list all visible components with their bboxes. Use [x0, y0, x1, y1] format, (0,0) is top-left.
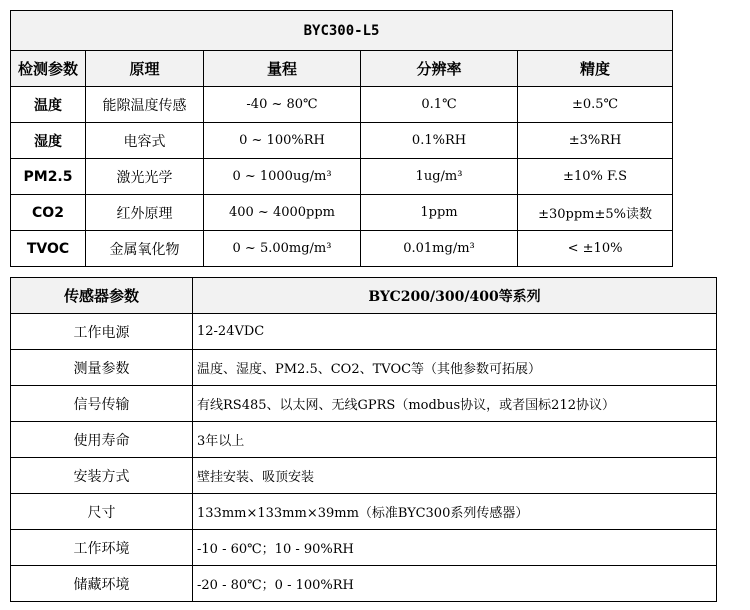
accuracy-cell: < ±10%: [518, 231, 673, 267]
header-param: 检测参数: [11, 51, 86, 87]
param-label: 工作环境: [11, 530, 193, 566]
table-header-row: [11, 51, 673, 87]
header-accuracy: 精度: [518, 51, 673, 87]
table-row: [11, 231, 673, 267]
table-row: [11, 87, 673, 123]
param-label: 安装方式: [11, 458, 193, 494]
param-cell: 温度: [11, 87, 86, 123]
table-row: [11, 494, 717, 530]
accuracy-cell: ±3%RH: [518, 123, 673, 159]
table-row: [11, 350, 717, 386]
resolution-cell: 0.1℃: [361, 87, 518, 123]
param-label: 使用寿命: [11, 422, 193, 458]
param-label: 测量参数: [11, 350, 193, 386]
table-title: BYC300-L5: [11, 11, 673, 51]
principle-cell: 能隙温度传感: [86, 87, 204, 123]
param-label: 信号传输: [11, 386, 193, 422]
principle-cell: 激光光学: [86, 159, 204, 195]
header-range: 量程: [204, 51, 361, 87]
resolution-cell: 1ppm: [361, 195, 518, 231]
param-label: 工作电源: [11, 314, 193, 350]
resolution-cell: 0.01mg/m³: [361, 231, 518, 267]
principle-cell: 红外原理: [86, 195, 204, 231]
principle-cell: 金属氧化物: [86, 231, 204, 267]
principle-cell: 电容式: [86, 123, 204, 159]
table-row: [11, 530, 717, 566]
param-value: 12-24VDC: [193, 314, 717, 350]
range-cell: 0 ~ 100%RH: [204, 123, 361, 159]
table-row: [11, 386, 717, 422]
accuracy-cell: ±0.5℃: [518, 87, 673, 123]
table-row: [11, 195, 673, 231]
sensor-params-table: [10, 277, 717, 602]
param-value: 壁挂安装、吸顶安装: [193, 458, 717, 494]
table-row: [11, 314, 717, 350]
param-cell: CO2: [11, 195, 86, 231]
range-cell: -40 ~ 80℃: [204, 87, 361, 123]
param-label: 尺寸: [11, 494, 193, 530]
param-cell: PM2.5: [11, 159, 86, 195]
accuracy-cell: ±10% F.S: [518, 159, 673, 195]
header-sensor-params: 传感器参数: [11, 278, 193, 314]
param-cell: 湿度: [11, 123, 86, 159]
param-value: 133mm×133mm×39mm（标准BYC300系列传感器）: [193, 494, 717, 530]
param-cell: TVOC: [11, 231, 86, 267]
spec-table-byc300: [10, 10, 673, 267]
param-value: -10 - 60℃；10 - 90%RH: [193, 530, 717, 566]
range-cell: 400 ~ 4000ppm: [204, 195, 361, 231]
table-row: [11, 566, 717, 602]
resolution-cell: 0.1%RH: [361, 123, 518, 159]
param-label: 储藏环境: [11, 566, 193, 602]
header-resolution: 分辨率: [361, 51, 518, 87]
header-principle: 原理: [86, 51, 204, 87]
table-row: [11, 422, 717, 458]
header-series: BYC200/300/400等系列: [193, 278, 717, 314]
table-row: [11, 458, 717, 494]
resolution-cell: 1ug/m³: [361, 159, 518, 195]
param-value: 有线RS485、以太网、无线GPRS（modbus协议，或者国标212协议）: [193, 386, 717, 422]
range-cell: 0 ~ 5.00mg/m³: [204, 231, 361, 267]
table-row: [11, 123, 673, 159]
table-header-row: [11, 278, 717, 314]
param-value: 3年以上: [193, 422, 717, 458]
param-value: -20 - 80℃；0 - 100%RH: [193, 566, 717, 602]
range-cell: 0 ~ 1000ug/m³: [204, 159, 361, 195]
accuracy-cell: ±30ppm±5%读数: [518, 195, 673, 231]
param-value: 温度、湿度、PM2.5、CO2、TVOC等（其他参数可拓展）: [193, 350, 717, 386]
table-row: [11, 159, 673, 195]
